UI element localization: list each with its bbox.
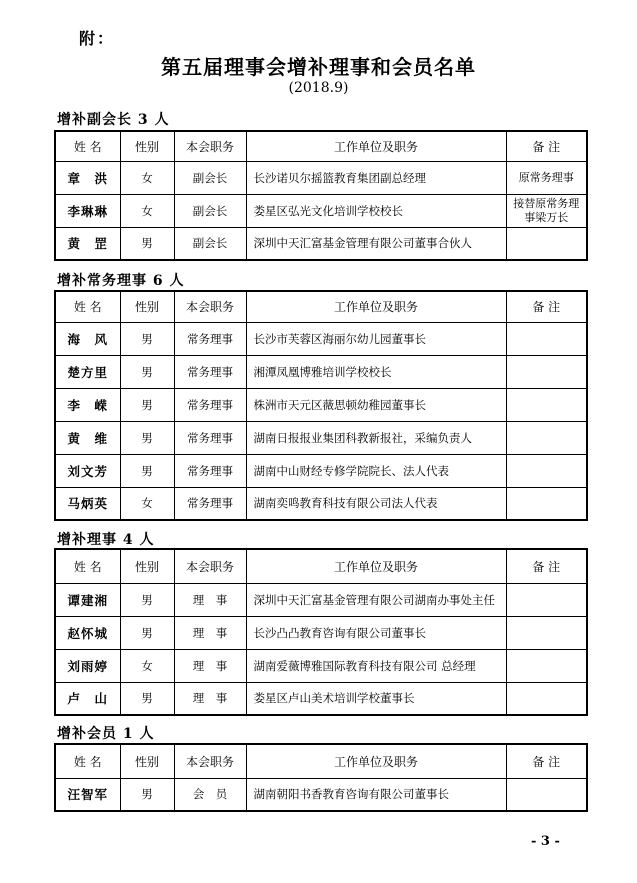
- header-note: 备 注: [506, 744, 587, 778]
- role-cell: 常务理事: [174, 454, 246, 487]
- table-row: [55, 778, 587, 811]
- work-cell: 湖南中山财经专修学院院长、法人代表: [246, 454, 506, 487]
- role-cell: 副会长: [174, 227, 246, 260]
- work-cell: 湖南朝阳书香教育咨询有限公司董事长: [246, 778, 506, 811]
- note-cell: [506, 649, 587, 682]
- note-cell: [506, 322, 587, 355]
- role-cell: 常务理事: [174, 421, 246, 454]
- name-cell: 李琳琳: [55, 194, 120, 227]
- role-cell: 会 员: [174, 778, 246, 811]
- work-cell: 湖南爱薇博雅国际教育科技有限公司 总经理: [246, 649, 506, 682]
- work-cell: 娄星区弘光文化培训学校校长: [246, 194, 506, 227]
- role-cell: 理 事: [174, 649, 246, 682]
- table-header-row: [55, 744, 587, 778]
- header-work: 工作单位及职务: [246, 131, 506, 161]
- work-cell: 长沙诺贝尔摇篮教育集团副总经理: [246, 161, 506, 194]
- gender-cell: 男: [120, 616, 174, 649]
- work-cell: 深圳中天汇富基金管理有限公司董事合伙人: [246, 227, 506, 260]
- name-cell: 谭建湘: [55, 583, 120, 616]
- name-cell: 马炳英: [55, 487, 120, 520]
- header-gender: 性别: [120, 549, 174, 583]
- role-cell: 副会长: [174, 161, 246, 194]
- name-cell: 黄 维: [55, 421, 120, 454]
- gender-cell: 男: [120, 682, 174, 715]
- header-role: 本会职务: [174, 549, 246, 583]
- gender-cell: 女: [120, 161, 174, 194]
- note-cell: [506, 454, 587, 487]
- header-role: 本会职务: [174, 131, 246, 161]
- gender-cell: 女: [120, 487, 174, 520]
- table-row: [55, 454, 587, 487]
- table-row: [55, 227, 587, 260]
- section-heading-standing-directors: 增补常务理事 6 人: [57, 273, 185, 289]
- note-cell: [506, 778, 587, 811]
- header-gender: 性别: [120, 744, 174, 778]
- header-note: 备 注: [506, 549, 587, 583]
- gender-cell: 男: [120, 322, 174, 355]
- table-header-row: [55, 291, 587, 322]
- work-cell: 长沙凸凸教育咨询有限公司董事长: [246, 616, 506, 649]
- table-header-row: [55, 131, 587, 161]
- work-cell: 长沙市芙蓉区海丽尔幼儿园董事长: [246, 322, 506, 355]
- role-cell: 理 事: [174, 682, 246, 715]
- note-cell: [506, 583, 587, 616]
- note-cell: 接替原常务理事梁万长: [506, 194, 587, 227]
- section-heading-vice-presidents: 增补副会长 3 人: [57, 112, 170, 128]
- section-heading-directors: 增补理事 4 人: [57, 532, 155, 548]
- work-cell: 娄星区卢山美术培训学校董事长: [246, 682, 506, 715]
- header-work: 工作单位及职务: [246, 549, 506, 583]
- page-title: 第五届理事会增补理事和会员名单: [161, 55, 476, 79]
- header-name: 姓 名: [55, 549, 120, 583]
- name-cell: 卢 山: [55, 682, 120, 715]
- header-note: 备 注: [506, 131, 587, 161]
- document-date: (2018.9): [288, 80, 349, 96]
- directors-table: [54, 548, 588, 716]
- gender-cell: 男: [120, 388, 174, 421]
- standing-directors-table: [54, 290, 588, 521]
- gender-cell: 女: [120, 194, 174, 227]
- note-cell: [506, 421, 587, 454]
- table-row: [55, 487, 587, 520]
- table-row: [55, 583, 587, 616]
- gender-cell: 男: [120, 778, 174, 811]
- note-cell: [506, 616, 587, 649]
- table-row: [55, 421, 587, 454]
- gender-cell: 男: [120, 227, 174, 260]
- vice-presidents-table: [54, 130, 588, 261]
- header-name: 姓 名: [55, 744, 120, 778]
- table-row: [55, 616, 587, 649]
- name-cell: 李 嵘: [55, 388, 120, 421]
- header-note: 备 注: [506, 291, 587, 322]
- section-heading-members: 增补会员 1 人: [57, 726, 155, 742]
- work-cell: 株洲市天元区薇思顿幼稚园董事长: [246, 388, 506, 421]
- table-row: [55, 682, 587, 715]
- note-cell: [506, 355, 587, 388]
- work-cell: 湘潭凤凰博雅培训学校校长: [246, 355, 506, 388]
- work-cell: 湖南日报报业集团科教新报社，采编负责人: [246, 421, 506, 454]
- header-name: 姓 名: [55, 131, 120, 161]
- header-gender: 性别: [120, 131, 174, 161]
- name-cell: 黄 罡: [55, 227, 120, 260]
- table-row: [55, 194, 587, 227]
- role-cell: 常务理事: [174, 388, 246, 421]
- header-name: 姓 名: [55, 291, 120, 322]
- name-cell: 汪智军: [55, 778, 120, 811]
- table-row: [55, 161, 587, 194]
- table-row: [55, 355, 587, 388]
- gender-cell: 男: [120, 421, 174, 454]
- members-table: [54, 743, 588, 812]
- page-number: - 3 -: [531, 834, 560, 849]
- table-header-row: [55, 549, 587, 583]
- note-cell: [506, 227, 587, 260]
- header-role: 本会职务: [174, 744, 246, 778]
- role-cell: 常务理事: [174, 355, 246, 388]
- name-cell: 楚方里: [55, 355, 120, 388]
- role-cell: 理 事: [174, 583, 246, 616]
- attachment-label: 附：: [79, 29, 116, 48]
- header-work: 工作单位及职务: [246, 744, 506, 778]
- role-cell: 常务理事: [174, 487, 246, 520]
- work-cell: 深圳中天汇富基金管理有限公司湖南办事处主任: [246, 583, 506, 616]
- header-work: 工作单位及职务: [246, 291, 506, 322]
- name-cell: 章 洪: [55, 161, 120, 194]
- gender-cell: 女: [120, 649, 174, 682]
- work-cell: 湖南奕鸣教育科技有限公司法人代表: [246, 487, 506, 520]
- header-gender: 性别: [120, 291, 174, 322]
- name-cell: 刘文芳: [55, 454, 120, 487]
- table-row: [55, 649, 587, 682]
- gender-cell: 男: [120, 583, 174, 616]
- name-cell: 刘雨婷: [55, 649, 120, 682]
- gender-cell: 男: [120, 355, 174, 388]
- role-cell: 理 事: [174, 616, 246, 649]
- role-cell: 常务理事: [174, 322, 246, 355]
- header-role: 本会职务: [174, 291, 246, 322]
- note-cell: 原常务理事: [506, 161, 587, 194]
- note-cell: [506, 487, 587, 520]
- note-cell: [506, 388, 587, 421]
- table-row: [55, 322, 587, 355]
- name-cell: 海 风: [55, 322, 120, 355]
- note-cell: [506, 682, 587, 715]
- name-cell: 赵怀城: [55, 616, 120, 649]
- table-row: [55, 388, 587, 421]
- role-cell: 副会长: [174, 194, 246, 227]
- gender-cell: 男: [120, 454, 174, 487]
